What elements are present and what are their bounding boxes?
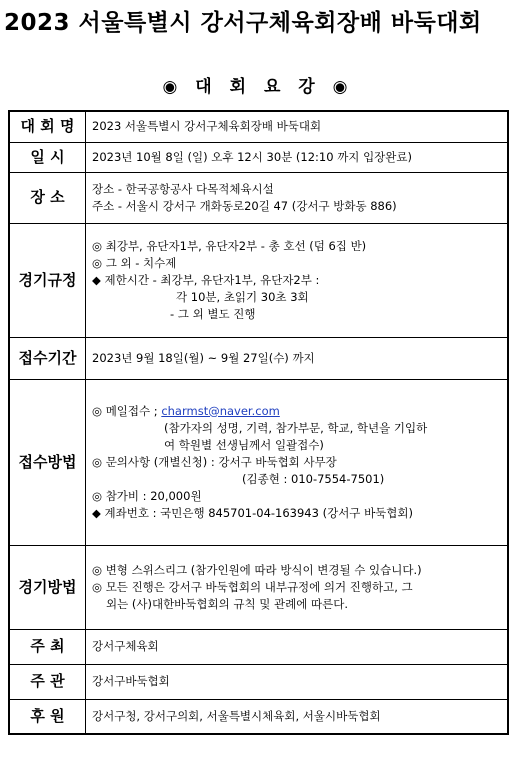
date-value: 2023년 10월 8일 (일) 오후 12시 30분 (12:10 까지 입장완료) xyxy=(86,142,509,172)
rules-value xyxy=(86,223,509,337)
method-label: 접수방법 xyxy=(9,379,86,545)
play-line-1: ◎ 변형 스위스리그 (참가인원에 따라 방식이 변경될 수 있습니다.) xyxy=(92,562,422,577)
venue-place: 장소 - 한국공항공사 다목적체육시설 xyxy=(92,181,274,196)
mail-line xyxy=(92,403,501,420)
venue-value xyxy=(86,172,509,223)
table-row xyxy=(9,379,508,545)
inquiry-line: ◎ 문의사항 (개별신청) : 강서구 바둑협회 사무장 xyxy=(92,454,337,469)
table-row xyxy=(9,111,508,142)
play-label: 경기방법 xyxy=(9,545,86,629)
table-row xyxy=(9,337,508,379)
rules-line-2: ◎ 그 외 - 치수제 xyxy=(92,255,177,270)
sponsor-label: 후 원 xyxy=(9,699,86,734)
host-label: 주 최 xyxy=(9,629,86,664)
rules-label: 경기규정 xyxy=(9,223,86,337)
table-row xyxy=(9,629,508,664)
organizer-label: 주 관 xyxy=(9,664,86,699)
table-row xyxy=(9,664,508,699)
method-value xyxy=(86,379,509,545)
table-row xyxy=(9,545,508,629)
venue-label: 장 소 xyxy=(9,172,86,223)
table-row xyxy=(9,172,508,223)
section-title: ◉ 대 회 요 강 ◉ xyxy=(162,77,354,97)
document-title: 2023 서울특별시 강서구체육회장배 바둑대회 xyxy=(4,10,482,36)
period-value: 2023년 9월 18일(월) ~ 9월 27일(수) 까지 xyxy=(86,337,509,379)
rules-line-3: ◆ 제한시간 - 최강부, 유단자1부, 유단자2부 : xyxy=(92,272,320,287)
venue-address: 주소 - 서울시 강서구 개화동로20길 47 (강서구 방화동 886) xyxy=(92,198,397,213)
fee-line: ◎ 참가비 : 20,000원 xyxy=(92,488,202,503)
account-line: ◆ 계좌번호 : 국민은행 845701-04-163943 (강서구 바둑협회) xyxy=(92,505,413,520)
rules-line-4: 각 10분, 초읽기 30초 3회 xyxy=(176,289,309,304)
event-info-table xyxy=(8,110,509,735)
table-row xyxy=(9,699,508,734)
host-value: 강서구체육회 xyxy=(86,629,509,664)
date-label: 일 시 xyxy=(9,142,86,172)
contact-line: (김종현 : 010-7554-7501) xyxy=(242,471,385,486)
play-line-3: 외는 (사)대한바둑협회의 규칙 및 관례에 따른다. xyxy=(106,596,348,611)
table-row xyxy=(9,142,508,172)
mail-note-1: (참가자의 성명, 기력, 참가부문, 학교, 학년을 기입하 xyxy=(164,420,428,435)
event-name-value: 2023 서울특별시 강서구체육회장배 바둑대회 xyxy=(86,111,509,142)
mail-prefix: ◎ 메일접수 ; xyxy=(92,403,162,418)
organizer-value: 강서구바둑협회 xyxy=(86,664,509,699)
rules-line-1: ◎ 최강부, 유단자1부, 유단자2부 - 총 호선 (덤 6집 반) xyxy=(92,238,367,253)
mail-note-2: 여 학원별 선생님께서 일괄접수) xyxy=(164,437,324,452)
table-row xyxy=(9,223,508,337)
event-name-label: 대 회 명 xyxy=(9,111,86,142)
play-line-2: ◎ 모든 진행은 강서구 바둑협회의 내부규정에 의거 진행하고, 그 xyxy=(92,579,413,594)
period-label: 접수기간 xyxy=(9,337,86,379)
rules-line-5: - 그 외 별도 진행 xyxy=(170,306,256,321)
sponsor-value: 강서구청, 강서구의회, 서울특별시체육회, 서울시바둑협회 xyxy=(86,699,509,734)
mail-link[interactable]: charmst@naver.com xyxy=(161,403,280,418)
play-value xyxy=(86,545,509,629)
